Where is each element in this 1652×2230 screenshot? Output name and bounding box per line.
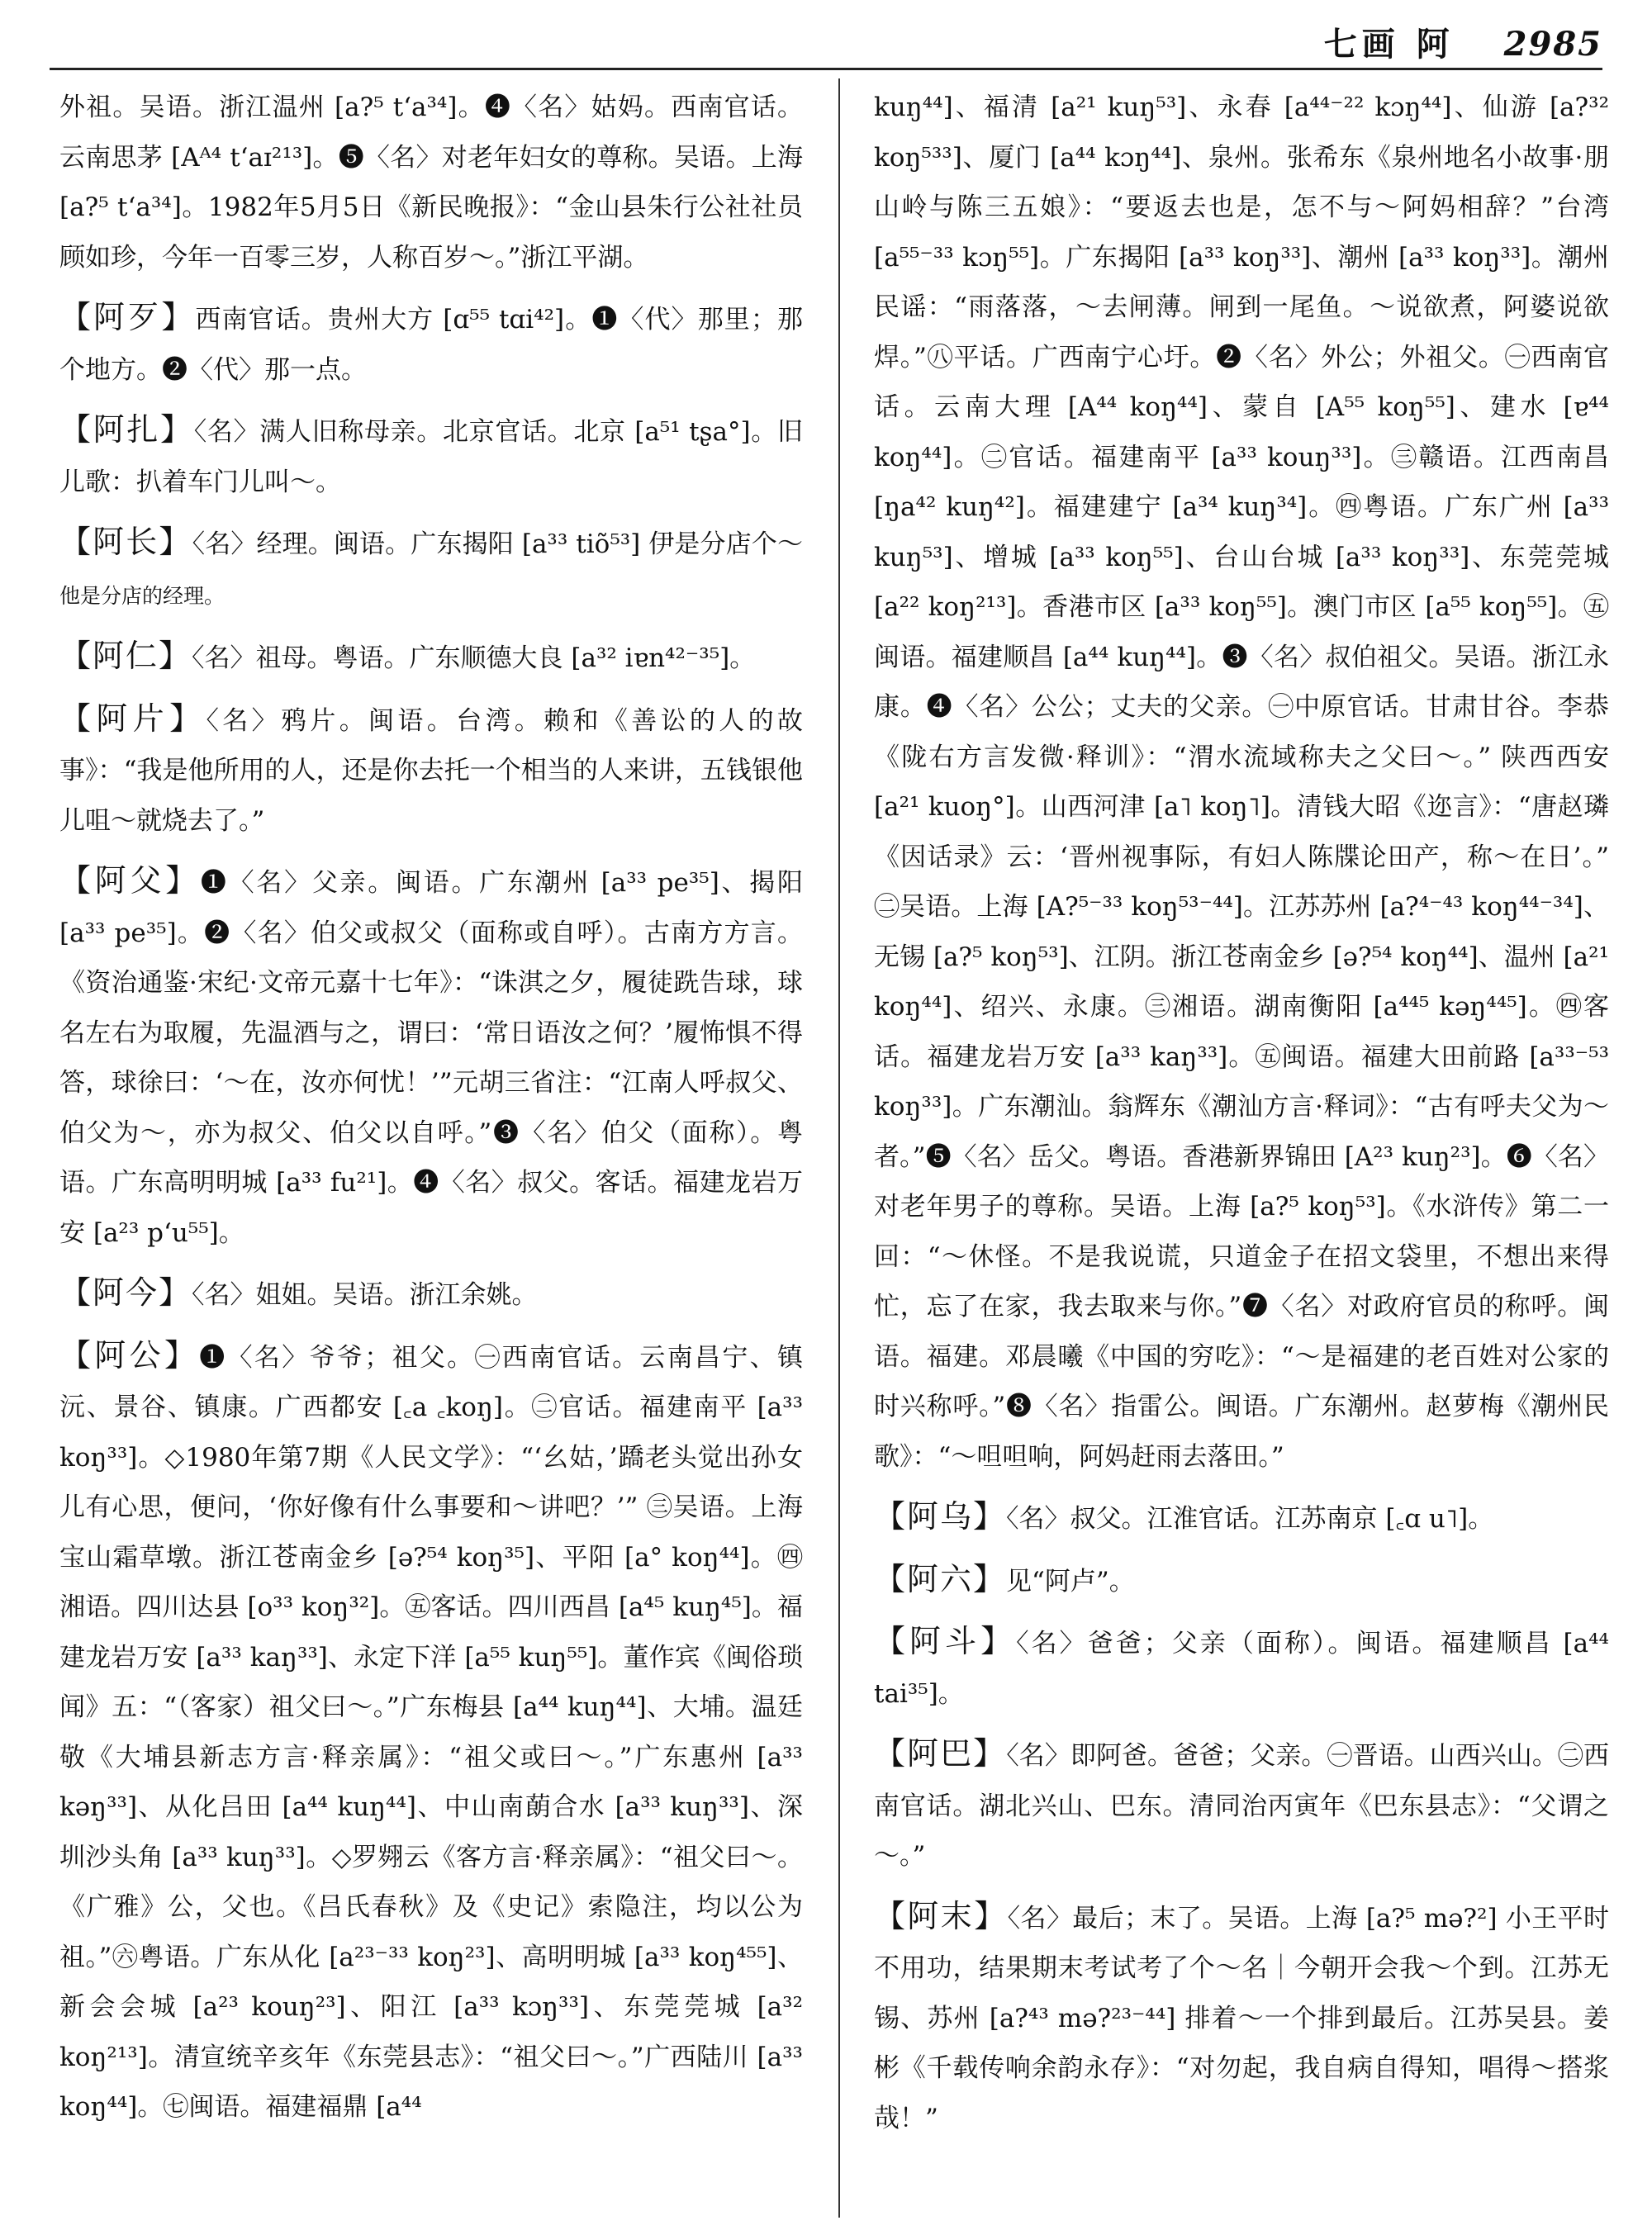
entry-gloss: 他是分店的经理。 xyxy=(59,583,225,608)
dictionary-entry: 【阿公】❶〈名〉爷爷；祖父。㊀西南官话。云南昌宁、镇沅、景谷、镇康。广西都安 [꜀a ꜀koŋ]。㊁官话。福建南平 [a³³ koŋ³³]。◇1980年第7期《人民文学》：“‘幺姑，’蹻老头觉出孙女儿有心思，便问，‘你好像有什么事要和～讲吧？’” ㊂吴语。上海宝山霜草墩。浙江苍南金乡 [ə?⁵⁴ koŋ³⁵]、平阳 [a° koŋ⁴⁴]。㊃湘语。四川达县 [o³³ koŋ³²]。㊄客话。四川西昌 [a⁴⁵ kuŋ⁴⁵]。福建龙岩万安 [a³³ kaŋ³³]、永定下洋 [a⁵⁵ kuŋ⁵⁵]。董作宾《闽俗琐闻》五：“（客家）祖父曰～。”广东梅县 [a⁴⁴ kuŋ⁴⁴]、大埔。温廷敬《大埔县新志方言·释亲属》：“祖父或曰～。”广东惠州 [a³³ kəŋ³³]、从化吕田 [a⁴⁴ kuŋ⁴⁴]、中山南蓢合水 [a³³ kuŋ³³]、深圳沙头角 [a³³ kuŋ³³]。◇罗翙云《客方言·释亲属》：“祖父曰～。《广雅》公，父也。《吕氏春秋》及《史记》索隐注，均以公为祖。”㊅粤语。广东从化 [a²³⁻³³ koŋ²³]、高明明城 [a³³ koŋ⁴⁵⁵]、新会会城 [a²³ kouŋ²³]、阳江 [a³³ kɔŋ³³]、东莞莞城 [a³² koŋ²¹³]。清宣统辛亥年《东莞县志》：“祖父曰～。”广西陆川 [a³³ koŋ⁴⁴]。㊆闽语。福建福鼎 [a⁴⁴ xyxy=(59,1336,803,2122)
dictionary-entry: 【阿六】见“阿卢”。 xyxy=(874,1560,1135,1597)
entry-headword: 阿乌 xyxy=(907,1498,974,1535)
dictionary-entry: 【阿乌】〈名〉叔父。江淮官话。江苏南京 [꜀ɑ u˥]。 xyxy=(874,1498,1494,1535)
entry-text: 〈名〉即阿爸。爸爸；父亲。㊀晋语。山西兴山。㊁西南官话。湖北兴山、巴东。清同治丙寅年《巴东县志》：“父谓之～。” xyxy=(874,1741,1609,1871)
entry-text: 见“阿卢”。 xyxy=(1006,1566,1135,1597)
entry-text: 西南官话。贵州大方 [ɑ⁵⁵ tɑi⁴²]。❶〈代〉那里；那个地方。❷〈代〉那一点。 xyxy=(59,305,803,385)
dictionary-entry: 【阿父】❶〈名〉父亲。闽语。广东潮州 [a³³ pe³⁵]、揭阳 [a³³ pe³⁵]。❷〈名〉伯父或叔父（面称或自呼）。古南方方言。《资治通鉴·宋纪·文帝元嘉十七年》：“诛淇之夕，履徒跣告球，球名左右为取履，先温酒与之，谓曰：‘常日语汝之何？’履怖惧不得答，球徐曰：‘～在，汝亦何忧！’”元胡三省注：“江南人呼叔父、伯父为～，亦为叔父、伯父以自呼。”❸〈名〉伯父（面称）。粤语。广东高明明城 [a³³ fu²¹]。❹〈名〉叔父。客话。福建龙岩万安 [a²³ p‘u⁵⁵]。 xyxy=(59,862,803,1248)
dictionary-entry: 【阿末】〈名〉最后；末了。吴语。上海 [a?⁵ mə?²] 小王平时不用功，结果期末考试考了个～名｜今朝开会我～个到。江苏无锡、苏州 [a?⁴³ mə?²³⁻⁴⁴] 排着～一个排到最后。江苏吴县。姜彬《千载传响余韵永存》：“对勿起，我自病自得知，唱得～搭浆哉！” xyxy=(874,1897,1609,2133)
entry-text: 〈名〉叔父。江淮官话。江苏南京 [꜀ɑ u˥]。 xyxy=(1006,1504,1494,1534)
entry-headword: 阿歹 xyxy=(93,299,162,335)
entry-headword: 阿片 xyxy=(96,700,170,737)
dictionary-entry xyxy=(874,83,1609,1482)
entry-text: 〈名〉满人旧称母亲。北京官话。北京 [a⁵¹ tʂa°]。旧儿歌：扒着车门儿叫～。 xyxy=(59,417,803,497)
dictionary-entry xyxy=(59,83,803,282)
entry-text: 〈名〉爸爸；父亲（面称）。闽语。福建顺昌 [a⁴⁴ tai³⁵]。 xyxy=(874,1629,1609,1709)
dictionary-entry: 【阿歹】西南官话。贵州大方 [ɑ⁵⁵ tɑi⁴²]。❶〈代〉那里；那个地方。❷〈代〉那一点。 xyxy=(59,299,803,385)
section-label: 七画 xyxy=(1323,25,1400,64)
dictionary-entry: 【阿今】〈名〉姐姐。吴语。浙江余姚。 xyxy=(59,1274,538,1311)
page-number: 2985 xyxy=(1503,25,1602,64)
entry-text: ❶〈名〉爷爷；祖父。㊀西南官话。云南昌宁、镇沅、景谷、镇康。广西都安 [꜀a ꜀koŋ]。㊁官话。福建南平 [a³³ koŋ³³]。◇1980年第7期《人民文学》：“‘幺姑，’蹻老头觉出孙女儿有心思，便问，‘你好像有什么事要和～讲吧？’” ㊂吴语。上海宝山霜草墩。浙江苍南金乡 [ə?⁵⁴ koŋ³⁵]、平阳 [a° koŋ⁴⁴]。㊃湘语。四川达县 [o³³ koŋ³²]。㊄客话。四川西昌 [a⁴⁵ kuŋ⁴⁵]。福建龙岩万安 [a³³ kaŋ³³]、永定下洋 [a⁵⁵ kuŋ⁵⁵]。董作宾《闽俗琐闻》五：“（客家）祖父曰～。”广东梅县 [a⁴⁴ kuŋ⁴⁴]、大埔。温廷敬《大埔县新志方言·释亲属》：“祖父或曰～。”广东惠州 [a³³ kəŋ³³]、从化吕田 [a⁴⁴ kuŋ⁴⁴]、中山南蓢合水 [a³³ kuŋ³³]、深圳沙头角 [a³³ kuŋ³³]。◇罗翙云《客方言·释亲属》：“祖父曰～。《广雅》公，父也。《吕氏春秋》及《史记》索隐注，均以公为祖。”㊅粤语。广东从化 [a²³⁻³³ koŋ²³]、高明明城 [a³³ koŋ⁴⁵⁵]、新会会城 [a²³ kouŋ²³]、阳江 [a³³ kɔŋ³³]、东莞莞城 [a³² koŋ²¹³]。清宣统辛亥年《东莞县志》：“祖父曰～。”广西陆川 [a³³ koŋ⁴⁴]。㊆闽语。福建福鼎 [a⁴⁴ xyxy=(59,1342,803,2122)
dictionary-entry: 【阿斗】〈名〉爸爸；父亲（面称）。闽语。福建顺昌 [a⁴⁴ tai³⁵]。 xyxy=(874,1623,1609,1709)
entry-text: 〈名〉祖母。粤语。广东顺德大良 [a³² iɐn⁴²⁻³⁵]。 xyxy=(192,643,756,673)
left-column xyxy=(59,83,803,2213)
entry-text: 外祖。吴语。浙江温州 [a?⁵ t‘a³⁴]。❹〈名〉姑妈。西南官话。云南思茅 [Aᴬ⁴ t‘aɪ²¹³]。❺〈名〉对老年妇女的尊称。吴语。上海 [a?⁵ t‘a³⁴]。1982年5月5日《新民晚报》：“金山县朱行公社社员顾如珍，今年一百零三岁，人称百岁～。”浙江平湖。 xyxy=(59,93,803,273)
running-header xyxy=(50,18,1602,68)
entry-headword: 阿斗 xyxy=(909,1623,981,1659)
dictionary-entry: 【阿片】〈名〉鸦片。闽语。台湾。赖和《善讼的人的故事》：“我是他所用的人，还是你去托一个相当的人来讲，五钱银他儿咀～就烧去了。” xyxy=(59,700,803,836)
entry-headword: 阿公 xyxy=(94,1336,164,1374)
entry-text: 〈名〉最后；末了。吴语。上海 [a?⁵ mə?²] 小王平时不用功，结果期末考试考了个～名｜今朝开会我～个到。江苏无锡、苏州 [a?⁴³ mə?²³⁻⁴⁴] 排着～一个排到最后。江苏吴县。姜彬《千载传响余韵永存》：“对勿起，我自病自得知，唱得～搭浆哉！” xyxy=(874,1903,1609,2133)
headword-char: 阿 xyxy=(1416,25,1455,64)
entry-headword: 阿巴 xyxy=(907,1735,974,1772)
column-divider xyxy=(838,78,840,2218)
dictionary-entry: 【阿长】〈名〉经理。闽语。广东揭阳 [a³³ tiõ⁵³] 伊是分店个～他是分店的经理。 xyxy=(59,524,803,608)
entry-text: kuŋ⁴⁴]、福清 [a²¹ kuŋ⁵³]、永春 [a⁴⁴⁻²² kɔŋ⁴⁴]、仙游 [a?³² koŋ⁵³³]、厦门 [a⁴⁴ kɔŋ⁴⁴]、泉州。张希东《泉州地名小故事·朋山岭与陈三五娘》：“要返去也是，怎不与～阿妈相辞？”台湾 [a⁵⁵⁻³³ kɔŋ⁵⁵]。广东揭阳 [a³³ koŋ³³]、潮州 [a³³ koŋ³³]。潮州民谣：“雨落落，～去闸薄。闸到一尾鱼。～说欲煮，阿婆说欲焊。”㊇平话。广西南宁心圩。❷〈名〉外公；外祖父。㊀西南官话。云南大理 [A⁴⁴ koŋ⁴⁴]、蒙自 [A⁵⁵ koŋ⁵⁵]、建水 [ɐ⁴⁴ koŋ⁴⁴]。㊁官话。福建南平 [a³³ kouŋ³³]。㊂赣语。江西南昌 [ŋa⁴² kuŋ⁴²]。福建建宁 [a³⁴ kuŋ³⁴]。㊃粤语。广东广州 [a³³ kuŋ⁵³]、增城 [a³³ koŋ⁵⁵]、台山台城 [a³³ koŋ³³]、东莞莞城 [a²² koŋ²¹³]。香港市区 [a³³ koŋ⁵⁵]。澳门市区 [a⁵⁵ koŋ⁵⁵]。㊄闽语。福建顺昌 [a⁴⁴ kuŋ⁴⁴]。❸〈名〉叔伯祖父。吴语。浙江永康。❹〈名〉公公；丈夫的父亲。㊀中原官话。甘肃甘谷。李恭《陇右方言发微·释训》：“渭水流域称夫之父曰～。” 陕西西安 [a²¹ kuoŋ°]。山西河津 [a˥ koŋ˥]。清钱大昭《迩言》：“唐赵璘《因话录》云：‘晋州视事际，有妇人陈牒论田产，称～在日’。” ㊁吴语。上海 [A?⁵⁻³³ koŋ⁵³⁻⁴⁴]。江苏苏州 [a?⁴⁻⁴³ koŋ⁴⁴⁻³⁴]、无锡 [a?⁵ koŋ⁵³]、江阴。浙江苍南金乡 [ə?⁵⁴ koŋ⁴⁴]、温州 [a²¹ koŋ⁴⁴]、绍兴、永康。㊂湘语。湖南衡阳 [a⁴⁴⁵ kəŋ⁴⁴⁵]。㊃客话。福建龙岩万安 [a³³ kaŋ³³]。㊄闽语。福建大田前路 [a³³⁻⁵³ koŋ³³]。广东潮汕。翁辉东《潮汕方言·释词》：“古有呼夫父为～者。”❺〈名〉岳父。粤语。香港新界锦田 [A²³ kuŋ²³]。❻〈名〉对老年男子的尊称。吴语。上海 [a?⁵ koŋ⁵³]。《水浒传》第二一回：“～休怪。不是我说谎，只道金子在招文袋里，不想出来得忙，忘了在家，我去取来与你。”❼〈名〉对政府官员的称呼。闽语。福建。邓晨曦《中国的穷吃》：“～是福建的老百姓对公家的时兴称呼。”❽〈名〉指雷公。闽语。广东潮州。赵萝梅《潮州民歌》：“～呾呾响，阿妈赶雨去落田。” xyxy=(874,93,1609,1472)
dictionary-entry: 【阿扎】〈名〉满人旧称母亲。北京官话。北京 [a⁵¹ tʂa°]。旧儿歌：扒着车门儿叫～。 xyxy=(59,411,803,497)
entry-headword: 阿六 xyxy=(907,1560,974,1597)
entry-headword: 阿扎 xyxy=(93,411,161,448)
dictionary-entry: 【阿仁】〈名〉祖母。粤语。广东顺德大良 [a³² iɐn⁴²⁻³⁵]。 xyxy=(59,638,756,674)
entry-headword: 阿长 xyxy=(93,524,159,560)
entry-text: 〈名〉姐姐。吴语。浙江余姚。 xyxy=(192,1280,538,1310)
entry-headword: 阿仁 xyxy=(93,638,159,674)
entry-text: ❶〈名〉父亲。闽语。广东潮州 [a³³ pe³⁵]、揭阳 [a³³ pe³⁵]。❷〈名〉伯父或叔父（面称或自呼）。古南方方言。《资治通鉴·宋纪·文帝元嘉十七年》：“诛淇之夕，履徒跣告球，球名左右为取履，先温酒与之，谓曰：‘常日语汝之何？’履怖惧不得答，球徐曰：‘～在，汝亦何忧！’”元胡三省注：“江南人呼叔父、伯父为～，亦为叔父、伯父以自呼。”❸〈名〉伯父（面称）。粤语。广东高明明城 [a³³ fu²¹]。❹〈名〉叔父。客话。福建龙岩万安 [a²³ p‘u⁵⁵]。 xyxy=(59,868,803,1248)
entry-headword: 阿父 xyxy=(94,862,166,899)
entry-text: 〈名〉鸦片。闽语。台湾。赖和《善讼的人的故事》：“我是他所用的人，还是你去托一个相当的人来讲，五钱银他儿咀～就烧去了。” xyxy=(59,705,803,836)
entry-headword: 阿末 xyxy=(907,1897,975,1934)
entry-headword: 阿今 xyxy=(93,1274,159,1311)
running-head xyxy=(1324,18,1602,65)
header-rule xyxy=(50,68,1602,70)
entry-text: 〈名〉经理。闽语。广东揭阳 [a³³ tiõ⁵³] 伊是分店个～ xyxy=(192,529,803,559)
dictionary-entry: 【阿巴】〈名〉即阿爸。爸爸；父亲。㊀晋语。山西兴山。㊁西南官话。湖北兴山、巴东。清同治丙寅年《巴东县志》：“父谓之～。” xyxy=(874,1735,1609,1871)
right-column xyxy=(874,83,1609,2213)
